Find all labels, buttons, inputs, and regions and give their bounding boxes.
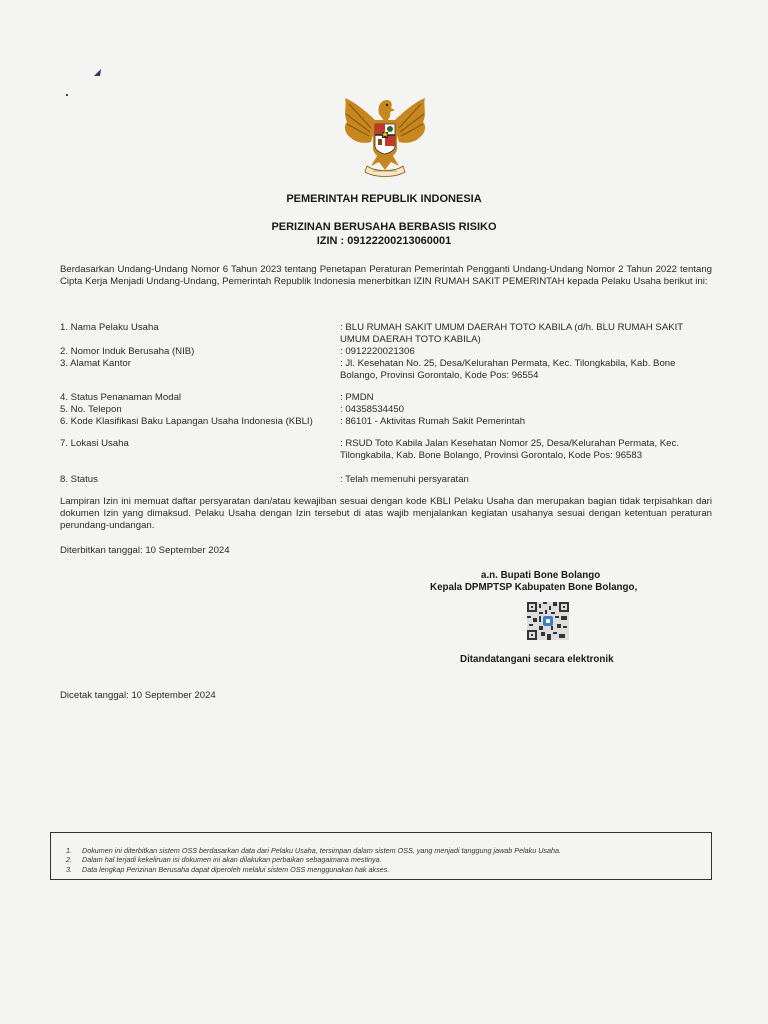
footnote-text: Dokumen ini diterbitkan sistem OSS berdasarkan data dari Pelaku Usaha, tersimpan dalam sistem OSS, yang menjadi tanggung jawab Pelaku Usaha.: [82, 846, 562, 855]
signature-on-behalf: a.n. Bupati Bone Bolango: [481, 570, 601, 581]
scan-dot: [66, 94, 68, 96]
field-label: 7. Lokasi Usaha: [60, 438, 129, 449]
printed-date: Dicetak tanggal: 10 September 2024: [60, 690, 216, 701]
field-label: 8. Status: [60, 474, 98, 485]
disclaimer-box: [50, 832, 712, 880]
attachment-note: Lampiran Izin ini memuat daftar persyaratan dan/atau kewajiban sesuai dengan kode KBLI Pelaku Usaha dan merupakan bagian tidak terpisahkan dari dokumen Izin yang dimaksud. Pelaku Usaha dengan Izin tersebut di atas wajib menjalankan kegiatan usahanya sesuai dengan ketentuan peraturan perundang-undangan.: [60, 496, 712, 531]
field-label: 4. Status Penanaman Modal: [60, 392, 182, 403]
footnote-number: 1.: [66, 846, 72, 855]
field-label: 5. No. Telepon: [60, 404, 122, 415]
field-label: 3. Alamat Kantor: [60, 358, 131, 369]
scan-mark: [92, 68, 104, 78]
field-value: : 04358534450: [340, 404, 405, 415]
footnote-text: Dalam hal terjadi kekeliruan isi dokumen ini akan dilakukan perbaikan sebagaimana mestinya.: [82, 855, 382, 865]
field-value: : 0912220021306: [340, 346, 415, 357]
field-value: : Telah memenuhi persyaratan: [340, 474, 469, 485]
signature-official: Kepala DPMPTSP Kabupaten Bone Bolango,: [430, 582, 638, 593]
footnote-item: [66, 865, 711, 874]
permit-number: IZIN : 09122200213060001: [316, 235, 452, 247]
field-value: : PMDN: [340, 392, 374, 403]
field-label: 1. Nama Pelaku Usaha: [60, 322, 159, 333]
footnote-item: [66, 855, 711, 864]
field-label: 6. Kode Klasifikasi Baku Lapangan Usaha Indonesia (KBLI): [60, 416, 313, 427]
issued-date: Diterbitkan tanggal: 10 September 2024: [60, 545, 230, 556]
field-value: : Jl. Kesehatan No. 25, Desa/Kelurahan Permata, Kec. Tilongkabila, Kab. Bone Bolango, Provinsi Gorontalo, Kode Pos: 96554: [340, 358, 676, 381]
footnote-text: Data lengkap Perizinan Berusaha dapat diperoleh melalui sistem OSS menggunakan hak akses.: [82, 864, 390, 874]
intro-paragraph: Berdasarkan Undang-Undang Nomor 6 Tahun 2023 tentang Penetapan Peraturan Pemerintah Pengganti Undang-Undang Nomor 2 Tahun 2022 tentang Cipta Kerja Menjadi Undang-Undang, Pemerintah Republik Indonesia menerbitkan IZIN RUMAH SAKIT PEMERINTAH kepada Pelaku Usaha berikut ini:: [60, 264, 712, 287]
garuda-pancasila-emblem: [337, 92, 433, 178]
footnote-item: [66, 846, 711, 855]
footnote-number: 2.: [66, 855, 72, 865]
government-title: PEMERINTAH REPUBLIK INDONESIA: [286, 193, 482, 205]
qr-code-icon: [527, 602, 569, 640]
electronic-signature-note: Ditandatangani secara elektronik: [460, 654, 614, 665]
field-value: : RSUD Toto Kabila Jalan Kesehatan Nomor 25, Desa/Kelurahan Permata, Kec. Tilongkabila, Kab. Bone Bolango, Provinsi Gorontalo, Kode Pos: 96583: [340, 438, 679, 461]
field-label: 2. Nomor Induk Berusaha (NIB): [60, 346, 195, 357]
document-type-title: PERIZINAN BERUSAHA BERBASIS RISIKO: [271, 221, 497, 233]
field-value: : 86101 - Aktivitas Rumah Sakit Pemerintah: [340, 416, 526, 427]
footnote-number: 3.: [66, 864, 72, 874]
field-value: : BLU RUMAH SAKIT UMUM DAERAH TOTO KABILA (d/h. BLU RUMAH SAKIT UMUM DAERAH TOTO KABILA): [340, 322, 683, 345]
